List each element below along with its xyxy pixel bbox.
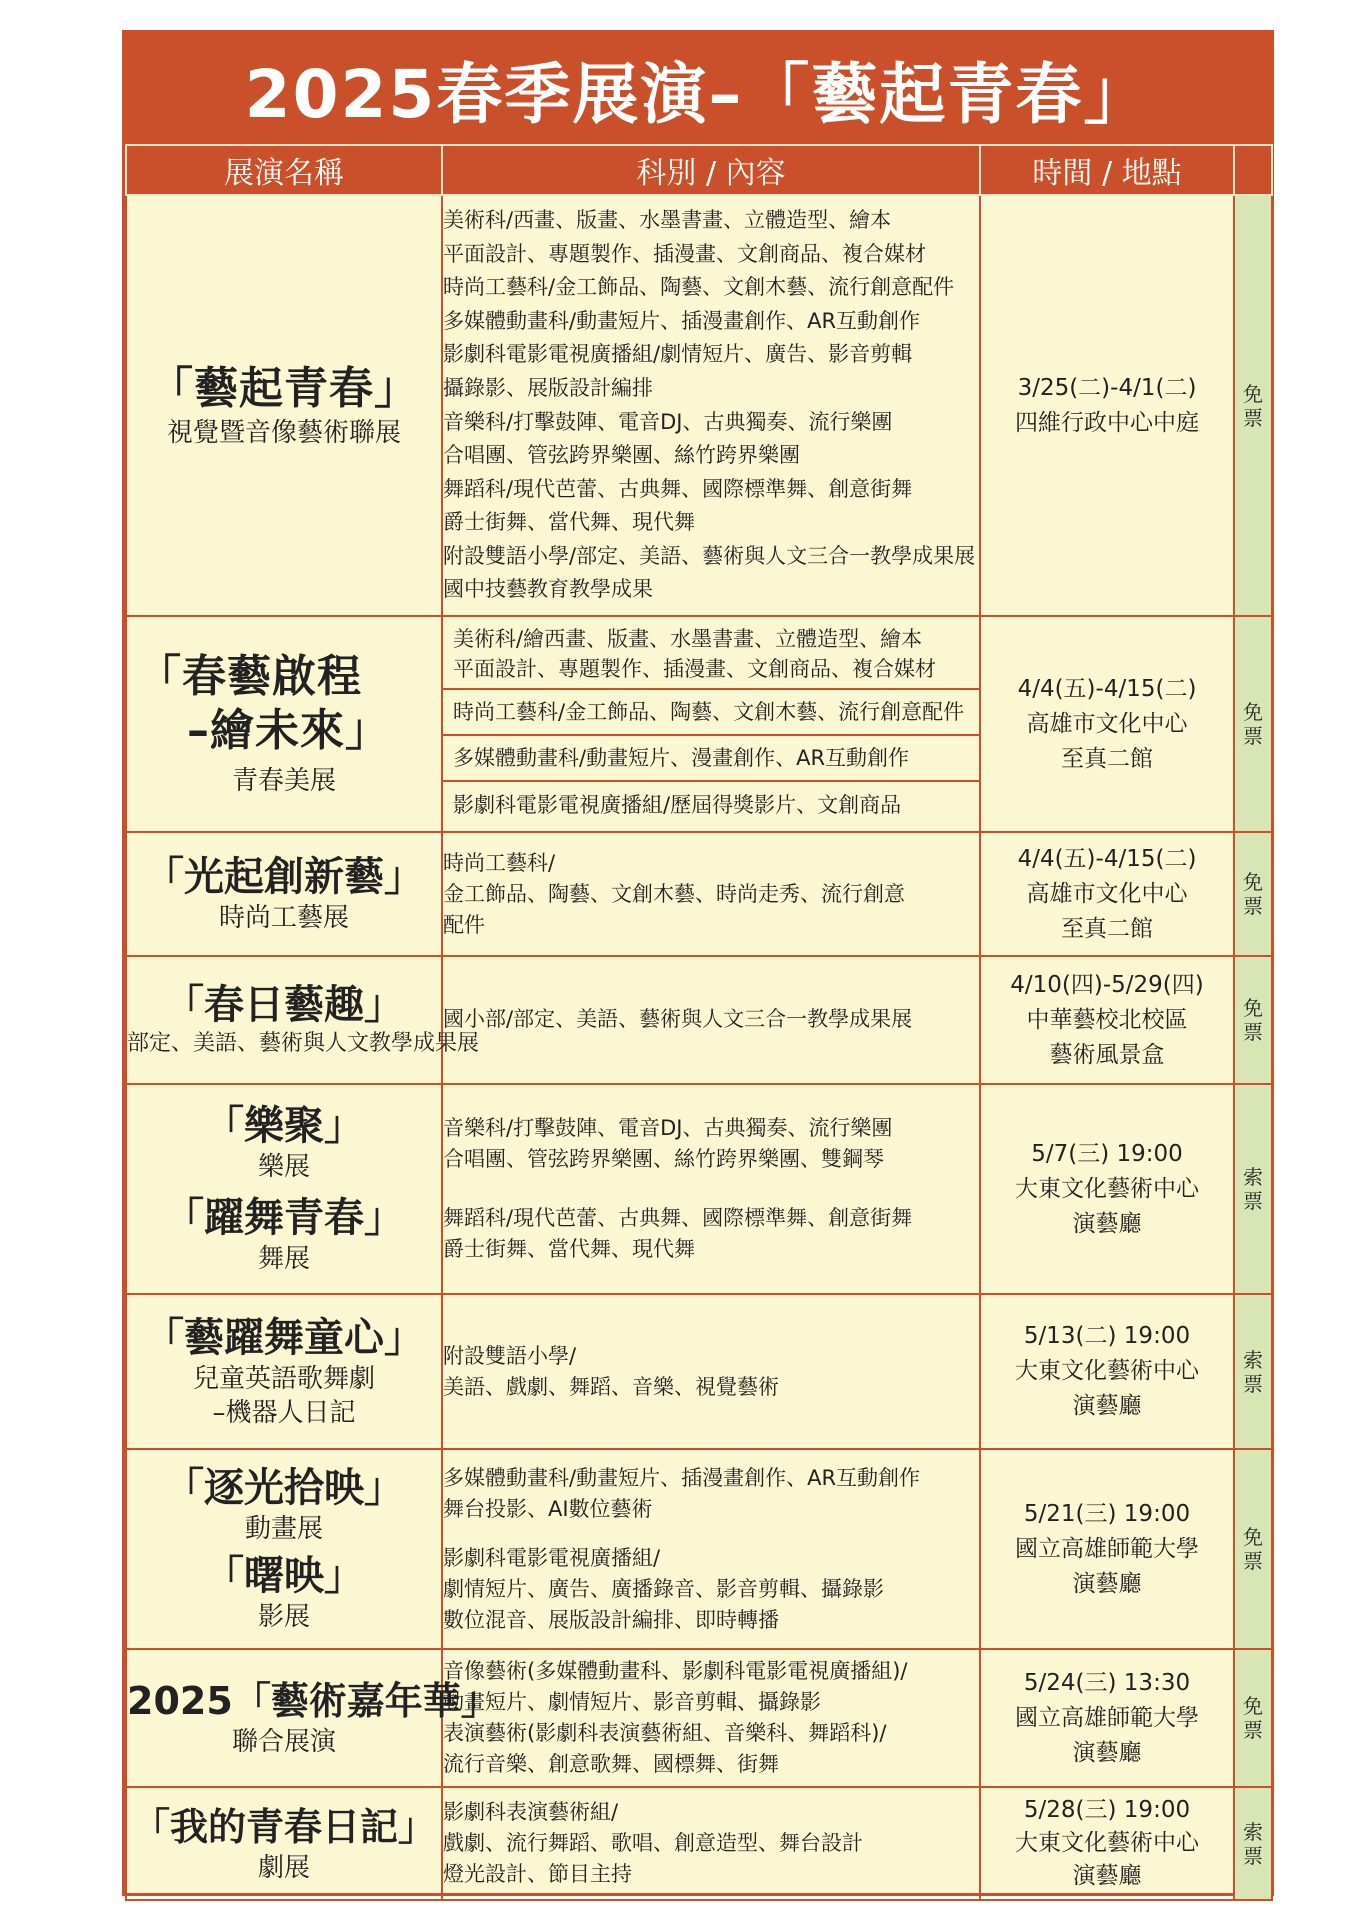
event-date: 4/10(四)-5/29(四) [1010,971,1204,998]
content-line: 影劇科表演藝術組/ [443,1800,619,1824]
event-venue: 演藝廳 [1072,1570,1142,1597]
schedule-sheet [122,30,1274,1896]
content-line: 國小部/部定、美語、藝術與人文三合一教學成果展 [443,1007,913,1032]
event-subtitle: 舞展 [257,1244,310,1274]
event-subtitle: 樂展 [257,1152,310,1182]
event-name-cell [126,1084,442,1294]
event-content [442,1294,980,1449]
content-line: 爵士街舞、當代舞、現代舞 [443,510,695,535]
event-name-cell [126,1649,499,1787]
content-block [443,688,979,734]
content-line: 多媒體動畫科/動畫短片、漫畫創作、AR互動創作 [453,746,910,770]
ticket-badge: 免票 [1234,956,1272,1084]
event-content [442,1084,980,1294]
content-line: 爵士街舞、當代舞、現代舞 [443,1237,695,1261]
event-name-cell [126,1449,442,1649]
event-subtitle: 青春美展 [231,766,336,796]
content-line: 多媒體動畫科/動畫短片、插漫畫創作、AR互動創作 [443,308,921,333]
event-content [442,1449,980,1649]
event-venue: 高雄市文化中心 [1026,880,1188,907]
content-line: 美術科/西畫、版畫、水墨書畫、立體造型、繪本 [443,207,892,232]
event-date: 5/28(三) 19:00 [1023,1797,1191,1823]
content-line: 多媒體動畫科/動畫短片、插漫畫創作、AR互動創作 [443,1465,921,1490]
table-row [126,616,1272,832]
event-name: 2025「藝術嘉年華」 [127,1679,499,1723]
event-subtitle: 動畫展 [244,1514,323,1544]
event-date: 5/13(二) 19:00 [1023,1323,1191,1349]
table-row [126,1787,1272,1900]
event-name: 「春日藝趣」 [164,982,404,1028]
event-name: 「光起創新藝」 [144,854,424,900]
ticket-badge: 索票 [1234,1787,1272,1900]
content-line: 流行音樂、創意歌舞、國標舞、街舞 [443,1752,779,1776]
event-venue: 四維行政中心中庭 [1015,409,1199,436]
content-line: 動畫短片、劇情短片、影音剪輯、攝錄影 [443,1690,821,1714]
event-time-place [980,1787,1234,1900]
ticket-badge: 索票 [1234,1084,1272,1294]
event-time-place [980,1649,1234,1787]
event-subtitle: 視覺暨音像藝術聯展 [166,417,401,448]
event-venue: 國立高雄師範大學 [1015,1535,1199,1562]
content-line: 音樂科/打擊鼓陣、電音DJ、古典獨奏、流行樂團 [443,1116,893,1140]
event-name-cell [126,1294,442,1449]
content-line: 時尚工藝科/金工飾品、陶藝、文創木藝、流行創意配件 [443,275,955,300]
event-date: 4/4(五)-4/15(二) [1017,675,1197,702]
content-line: 音像藝術(多媒體動畫科、影劇科電影電視廣播組)/ [443,1659,908,1683]
event-venue: 演藝廳 [1072,1863,1142,1889]
event-venue: 藝術風景盒 [1049,1041,1165,1068]
content-line: 影劇科電影電視廣播組/ [443,1545,661,1570]
content-line: 舞台投影、AI數位藝術 [443,1496,653,1521]
header-content: 科別 / 內容 [442,145,980,195]
event-time-place [980,616,1234,832]
content-line: 劇情短片、廣告、廣播錄音、影音剪輯、攝錄影 [443,1576,884,1601]
event-subtitle: 聯合展演 [231,1727,336,1757]
event-name: 「樂聚」 [204,1103,364,1149]
schedule-table [125,144,1273,1901]
event-time-place [980,195,1234,616]
content-line: 平面設計、專題製作、插漫畫、文創商品、複合媒材 [443,241,926,266]
table-row [126,956,1272,1084]
content-line: 合唱團、管弦跨界樂團、絲竹跨界樂團 [443,443,800,468]
event-venue: 演藝廳 [1072,1210,1142,1237]
event-name: 「逐光拾映」 [164,1465,404,1511]
event-name-cell [126,1787,442,1900]
content-line: 影劇科電影電視廣播組/劇情短片、廣告、影音剪輯 [443,342,913,367]
table-row [126,832,1272,956]
event-name: 「曙映」 [204,1553,364,1599]
event-name: –繪未來」 [187,705,390,756]
event-name: 「藝躍舞童心」 [144,1314,424,1361]
event-subtitle: 部定、美語、藝術與人文教學成果展 [127,1031,480,1056]
event-subtitle: 時尚工藝展 [218,903,349,933]
content-line: 表演藝術(影劇科表演藝術組、音樂科、舞蹈科)/ [443,1721,887,1745]
content-line: 美語、戲劇、舞蹈、音樂、視覺藝術 [443,1374,779,1399]
table-row [126,1649,1272,1787]
event-name-cell [126,616,442,832]
content-block [443,620,979,688]
header-ticket [1234,145,1272,195]
content-line: 平面設計、專題製作、插漫畫、文創商品、複合媒材 [453,657,936,681]
event-venue: 至真二館 [1061,915,1153,942]
event-time-place [980,956,1234,1084]
event-subtitle: 劇展 [257,1852,310,1883]
event-name-cell [126,956,480,1084]
event-venue: 大東文化藝術中心 [1015,1175,1199,1202]
content-line: 舞蹈科/現代芭蕾、古典舞、國際標準舞、創意街舞 [443,1206,913,1230]
content-line: 影劇科電影電視廣播組/歷屆得獎影片、文創商品 [453,793,902,817]
header-time: 時間 / 地點 [980,145,1234,195]
content-line: 時尚工藝科/金工飾品、陶藝、文創木藝、流行創意配件 [453,700,965,724]
event-date: 3/25(二)-4/1(二) [1017,374,1197,401]
table-row [126,1449,1272,1649]
event-name: 「我的青春日記」 [131,1804,436,1849]
event-name: 「春藝啟程 [137,651,362,702]
event-content [442,956,980,1084]
event-content [442,195,980,616]
table-row [126,1294,1272,1449]
event-name-cell [126,832,442,956]
ticket-badge: 免票 [1234,1449,1272,1649]
event-venue: 大東文化藝術中心 [1015,1830,1199,1856]
event-venue: 至真二館 [1061,745,1153,772]
event-date: 4/4(五)-4/15(二) [1017,845,1197,872]
event-date: 5/7(三) 19:00 [1031,1140,1183,1167]
event-time-place [980,832,1234,956]
event-time-place [980,1449,1234,1649]
ticket-badge: 免票 [1234,832,1272,956]
event-time-place [980,1294,1234,1449]
event-time-place [980,1084,1234,1294]
content-block [443,780,979,828]
ticket-badge: 免票 [1234,616,1272,832]
ticket-badge: 索票 [1234,1294,1272,1449]
event-content [442,1649,980,1787]
content-block [443,734,979,780]
content-line: 附設雙語小學/部定、美語、藝術與人文三合一教學成果展 [443,543,976,568]
header-row [126,145,1272,195]
event-venue: 中華藝校北校區 [1026,1006,1188,1033]
table-row [126,1084,1272,1294]
content-line: 戲劇、流行舞蹈、歌唱、創意造型、舞台設計 [443,1831,863,1855]
event-venue: 國立高雄師範大學 [1015,1704,1199,1731]
event-date: 5/21(三) 19:00 [1023,1500,1191,1527]
event-venue: 高雄市文化中心 [1026,710,1188,737]
event-date: 5/24(三) 13:30 [1023,1669,1191,1696]
content-line: 舞蹈科/現代芭蕾、古典舞、國際標準舞、創意街舞 [443,476,913,501]
event-name-cell [126,195,442,616]
table-row [126,195,1272,616]
event-subtitle: 影展 [257,1602,310,1632]
event-venue: 演藝廳 [1072,1393,1142,1419]
ticket-badge: 免票 [1234,195,1272,616]
event-content [442,616,980,832]
content-line: 美術科/繪西畫、版畫、水墨書畫、立體造型、繪本 [453,627,923,651]
page-title: 2025春季展演–「藝起青春」 [125,33,1271,144]
content-line: 合唱團、管弦跨界樂團、絲竹跨界樂團、雙鋼琴 [443,1147,884,1171]
content-line: 燈光設計、節目主持 [443,1862,632,1886]
content-line: 配件 [443,912,485,937]
content-line: 音樂科/打擊鼓陣、電音DJ、古典獨奏、流行樂團 [443,409,893,434]
content-line: 金工飾品、陶藝、文創木藝、時尚走秀、流行創意 [443,881,905,906]
content-line: 國中技藝教育教學成果 [443,577,653,602]
event-name: 「藝起青春」 [149,362,419,414]
content-line: 時尚工藝科/ [443,850,556,875]
event-content [442,1787,980,1900]
event-name: 「躍舞青春」 [164,1195,404,1241]
content-line: 攝錄影、展版設計編排 [443,375,653,400]
event-subtitle: –機器人日記 [212,1397,356,1428]
event-subtitle: 兒童英語歌舞劇 [192,1363,375,1394]
event-venue: 大東文化藝術中心 [1015,1358,1199,1384]
content-line: 附設雙語小學/ [443,1343,577,1368]
event-content [442,832,980,956]
ticket-badge: 免票 [1234,1649,1272,1787]
content-line: 數位混音、展版設計編排、即時轉播 [443,1607,779,1632]
event-venue: 演藝廳 [1072,1739,1142,1766]
header-name: 展演名稱 [126,145,442,195]
